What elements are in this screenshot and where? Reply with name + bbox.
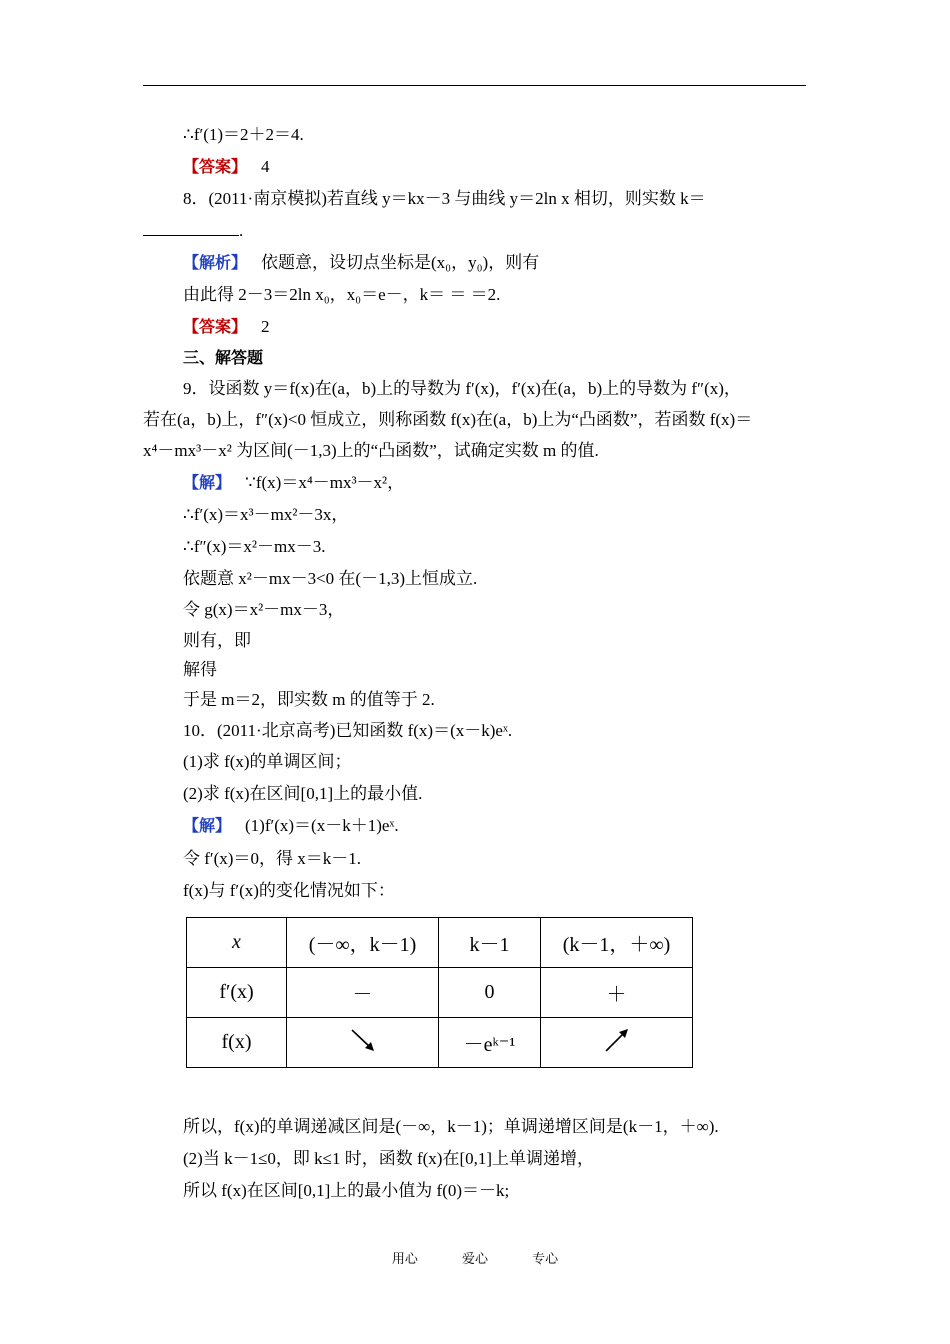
answer-8 — [183, 316, 270, 338]
page-footer — [0, 1248, 950, 1267]
analysis-text: 依题意，设切点坐标是(x₀，y₀)，则有 — [261, 253, 540, 272]
solution-10-start — [183, 815, 399, 837]
table-row — [187, 968, 693, 1018]
answer-tag: 【答案】 — [183, 157, 248, 176]
table-cell — [287, 1018, 439, 1068]
line-derivation: 由此得 2－3＝2ln x₀，x₀＝e－，k＝ ＝ ＝2. — [183, 285, 501, 304]
answer-value: 4 — [261, 157, 270, 176]
table-row — [187, 918, 693, 968]
table-cell: － — [287, 968, 439, 1018]
analysis-8 — [183, 252, 539, 274]
question-9-line-3: x⁴－mx³－x² 为区间(－1,3)上的“凸函数”，试确定实数 m 的值. — [143, 441, 599, 460]
table-cell: 0 — [439, 968, 541, 1018]
question-10-part-2: (2)求 f(x)在区间[0,1]上的最小值. — [183, 784, 423, 803]
table-cell: ＋ — [541, 968, 693, 1018]
answer-7 — [183, 156, 270, 178]
solution-line-5: 令 g(x)＝x²－mx－3， — [183, 600, 345, 619]
solution-10-line-3: f(x)与 f′(x)的变化情况如下： — [183, 881, 395, 900]
solution-10-line-2: 令 f′(x)＝0，得 x＝k－1. — [183, 849, 361, 868]
analysis-tag: 【解析】 — [183, 253, 248, 272]
variation-table — [186, 917, 693, 1068]
solution-line-3: ∴f″(x)＝x²－mx－3. — [183, 537, 326, 556]
footer-item: 用心 — [391, 1252, 418, 1267]
answer-tag: 【答案】 — [183, 317, 248, 336]
line-l1: ∴f′(1)＝2＋2＝4. — [183, 125, 304, 144]
footer-item: 专心 — [532, 1252, 559, 1267]
question-9-line-1: 9．设函数 y＝f(x)在(a，b)上的导数为 f′(x)，f′(x)在(a，b)上的导数为 f″(x)， — [183, 379, 741, 398]
solution-line-4: 依题意 x²－mx－3<0 在(－1,3)上恒成立. — [183, 569, 478, 588]
question-8-blank: . — [143, 220, 243, 242]
section-heading: 三、解答题 — [183, 348, 264, 367]
table-cell: x — [187, 918, 287, 968]
solution-line-6: 则有，即 — [183, 631, 251, 650]
header-rule — [143, 85, 806, 86]
solution-line-7: 解得 — [183, 660, 217, 679]
solution-text: ∵f(x)＝x⁴－mx³－x²， — [245, 473, 405, 492]
table-row — [187, 1018, 693, 1068]
table-cell — [541, 1018, 693, 1068]
question-8: 8．(2011·南京模拟)若直线 y＝kx－3 与曲线 y＝2ln x 相切，则实数 k＝ — [183, 189, 706, 208]
table-cell: (k－1，＋∞) — [541, 918, 693, 968]
table-cell: f(x) — [187, 1018, 287, 1068]
conclusion-line-3: 所以 f(x)在区间[0,1]上的最小值为 f(0)＝－k; — [183, 1181, 510, 1200]
table-cell: k－1 — [439, 918, 541, 968]
conclusion-line-2: (2)当 k－1≤0，即 k≤1 时，函数 f(x)在[0,1]上单调递增， — [183, 1149, 595, 1168]
solution-tag: 【解】 — [183, 816, 232, 835]
table-cell: f′(x) — [187, 968, 287, 1018]
table-cell: －eᵏ⁻¹ — [439, 1018, 541, 1068]
increasing-arrow-icon — [602, 1025, 632, 1055]
question-9-line-2: 若在(a，b)上，f″(x)<0 恒成立，则称函数 f(x)在(a，b)上为“凸函数”，若函数 f(x)＝ — [143, 410, 753, 429]
solution-tag: 【解】 — [183, 473, 232, 492]
conclusion-line-1: 所以，f(x)的单调递减区间是(－∞，k－1)；单调递增区间是(k－1，＋∞). — [183, 1117, 719, 1136]
solution-line-8: 于是 m＝2，即实数 m 的值等于 2. — [183, 690, 435, 709]
question-10: 10．(2011·北京高考)已知函数 f(x)＝(x－k)eˣ. — [183, 721, 513, 740]
decreasing-arrow-icon — [348, 1025, 378, 1055]
table-cell: (－∞，k－1) — [287, 918, 439, 968]
answer-value: 2 — [261, 317, 270, 336]
footer-item: 爱心 — [461, 1252, 488, 1267]
solution-line-2: ∴f′(x)＝x³－mx²－3x， — [183, 505, 349, 524]
answer-blank — [143, 221, 239, 236]
solution-text: (1)f′(x)＝(x－k＋1)eˣ. — [245, 816, 399, 835]
solution-9-start — [183, 472, 404, 494]
question-10-part-1: (1)求 f(x)的单调区间； — [183, 752, 352, 771]
